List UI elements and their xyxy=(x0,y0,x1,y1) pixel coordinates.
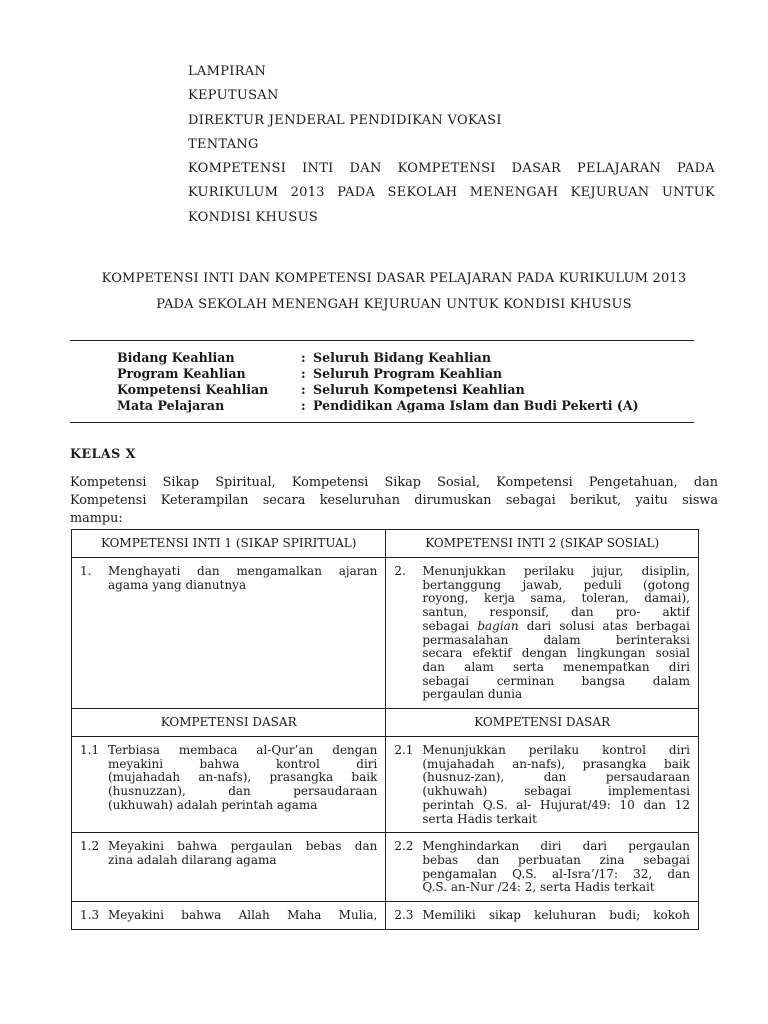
kd-cell-left xyxy=(72,902,386,930)
intro-line: Kompetensi Sikap Spiritual, Kompetensi Sikap Sosial, Kompetensi Pengetahuan, dan xyxy=(70,475,718,490)
info-value: Seluruh Kompetensi Keahlian xyxy=(313,382,525,397)
intro-line: mampu: xyxy=(70,511,123,526)
ki1-number: 1. xyxy=(80,564,92,578)
intro-paragraph xyxy=(70,474,718,528)
ki2-text: dari solusi atas berbagai xyxy=(526,619,690,633)
lampiran-header xyxy=(188,60,715,230)
intro-line: Kompetensi Keterampilan secara keseluruhan dirumuskan sebagai berikut, yaitu siswa xyxy=(70,493,718,508)
ki2-line: pergaulan dunia xyxy=(422,688,523,702)
document-title xyxy=(70,266,718,318)
kd-cell-left xyxy=(72,737,386,833)
kd-line: (ukhuwah) sebagai implementasi xyxy=(422,785,690,799)
ki1-line: agama yang dianutnya xyxy=(108,578,247,592)
kd-row xyxy=(72,902,699,930)
kd-number: 1.3 xyxy=(80,908,100,923)
ki-content-row xyxy=(72,558,699,709)
kd-line: Meyakini bahwa Allah Maha Mulia, xyxy=(108,909,378,923)
kd-line: meyakini bahwa kontrol diri xyxy=(108,757,378,771)
kd-line: serta Hadis terkait xyxy=(422,812,538,826)
kompetensi-table xyxy=(71,529,699,930)
kd-line: (ukhuwah) adalah perintah agama xyxy=(108,798,318,812)
divider-bottom xyxy=(70,422,694,423)
ki2-line: santun, responsif, dan pro- aktif xyxy=(422,606,690,620)
header-line: KOMPETENSI INTI DAN KOMPETENSI DASAR PELAJARAN PADA xyxy=(188,161,715,177)
kd-line: pengamalan Q.S. al-Isra’/17: 32, dan xyxy=(422,867,690,881)
kd-header-left: KOMPETENSI DASAR xyxy=(72,709,386,737)
kelas-heading: KELAS X xyxy=(70,446,136,461)
info-block xyxy=(117,350,639,414)
kd-header-right: KOMPETENSI DASAR xyxy=(386,709,699,737)
info-colon: : xyxy=(301,366,306,381)
ki2-line: Menunjukkan perilaku jujur, disiplin, xyxy=(422,565,690,578)
ki2-line: bertanggung jawab, peduli (gotong xyxy=(422,578,690,592)
ki1-header: KOMPETENSI INTI 1 (SIKAP SPIRITUAL) xyxy=(72,530,386,558)
kd-number: 1.1 xyxy=(80,743,100,758)
info-value: Pendidikan Agama Islam dan Budi Pekerti (A) xyxy=(313,398,639,413)
ki-header-row xyxy=(72,530,699,558)
kd-header-row xyxy=(72,709,699,737)
ki2-line-mixed xyxy=(394,620,690,634)
info-label: Kompetensi Keahlian xyxy=(117,382,269,397)
kd-line: Terbiasa membaca al-Qur’an dengan xyxy=(108,744,378,758)
ki2-line: permasalahan dalam berinteraksi xyxy=(422,633,690,647)
kd-line: Menunjukkan perilaku kontrol diri xyxy=(422,744,690,758)
ki2-line: secara efektif dengan lingkungan sosial xyxy=(422,647,690,661)
kd-line: (husnuzzan), dan persaudaraan xyxy=(108,785,378,799)
kd-number: 2.1 xyxy=(394,743,414,758)
ki2-number: 2. xyxy=(394,564,406,578)
kd-line: Meyakini bahwa pergaulan bebas dan xyxy=(108,840,378,854)
info-row-bidang xyxy=(117,350,639,366)
info-row-mata-pelajaran xyxy=(117,398,639,414)
header-line: KONDISI KHUSUS xyxy=(188,209,319,225)
kd-row xyxy=(72,737,699,833)
kd-cell-right xyxy=(386,902,699,930)
ki2-line: dan alam serta menempatkan diri xyxy=(422,660,690,674)
ki2-cell xyxy=(386,558,699,709)
info-label: Bidang Keahlian xyxy=(117,350,235,365)
info-row-program xyxy=(117,366,639,382)
ki2-italic-text: bagian xyxy=(477,619,519,633)
ki2-header: KOMPETENSI INTI 2 (SIKAP SOSIAL) xyxy=(386,530,699,558)
info-colon: : xyxy=(301,382,306,397)
info-row-kompetensi xyxy=(117,382,639,398)
kd-number: 2.3 xyxy=(394,908,414,923)
title-line-1: KOMPETENSI INTI DAN KOMPETENSI DASAR PELAJARAN PADA KURIKULUM 2013 xyxy=(101,271,687,286)
kd-row xyxy=(72,833,699,902)
header-line: KURIKULUM 2013 PADA SEKOLAH MENENGAH KEJURUAN UNTUK xyxy=(188,185,715,201)
header-line: LAMPIRAN xyxy=(188,64,267,79)
ki2-line: sebagai cerminan bangsa dalam xyxy=(422,674,690,688)
info-value: Seluruh Program Keahlian xyxy=(313,366,503,381)
ki2-line: royong, kerja sama, toleran, damai), xyxy=(422,592,690,606)
info-colon: : xyxy=(301,398,306,413)
kd-line: (mujahadah an-nafs), prasangka baik xyxy=(422,757,690,771)
info-value: Seluruh Bidang Keahlian xyxy=(313,350,492,365)
divider-top xyxy=(70,340,694,341)
kd-cell-right xyxy=(386,737,699,833)
kd-line: (husnuz-zan), dan persaudaraan xyxy=(422,771,690,785)
ki2-text: sebagai xyxy=(422,619,470,633)
title-line-2: PADA SEKOLAH MENENGAH KEJURUAN UNTUK KONDISI KHUSUS xyxy=(156,297,632,312)
kd-line: (mujahadah an-nafs), prasangka baik xyxy=(108,771,378,785)
kd-number: 2.2 xyxy=(394,839,414,854)
header-line: KEPUTUSAN xyxy=(188,88,279,104)
ki1-line: Menghayati dan mengamalkan ajaran xyxy=(108,565,378,578)
kd-line: perintah Q.S. al- Hujurat/49: 10 dan 12 xyxy=(422,798,690,812)
header-line: DIREKTUR JENDERAL PENDIDIKAN VOKASI xyxy=(188,112,502,128)
info-label: Mata Pelajaran xyxy=(117,398,225,413)
kd-line: Q.S. an-Nur /24: 2, serta Hadis terkait xyxy=(422,881,655,895)
kd-line: zina adalah dilarang agama xyxy=(108,853,277,867)
info-colon: : xyxy=(301,350,306,365)
info-label: Program Keahlian xyxy=(117,366,246,381)
kd-line: Memiliki sikap keluhuran budi; kokoh xyxy=(422,909,690,923)
header-line: TENTANG xyxy=(188,136,259,152)
kd-cell-left xyxy=(72,833,386,902)
ki1-cell xyxy=(72,558,386,709)
kd-line: bebas dan perbuatan zina sebagai xyxy=(422,853,690,867)
kd-cell-right xyxy=(386,833,699,902)
kd-line: Menghindarkan diri dari pergaulan xyxy=(422,840,690,854)
kd-number: 1.2 xyxy=(80,839,100,854)
